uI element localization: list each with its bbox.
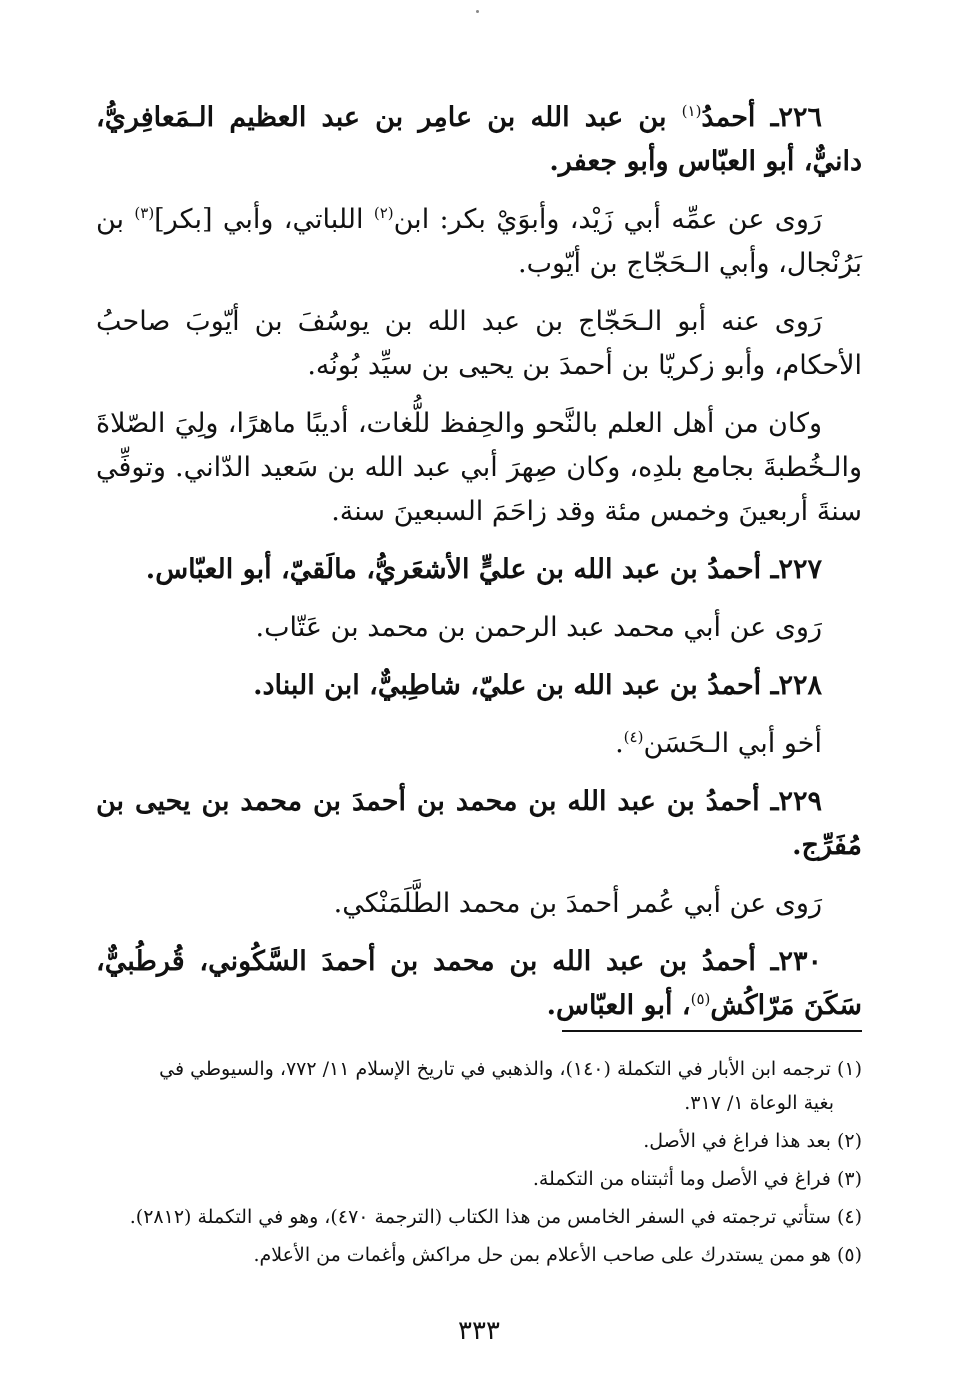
footnote-number: (٤) — [836, 1206, 862, 1228]
footnote-4: (٤) ستأتي ترجمته في السفر الخامس من هذا الكتاب (الترجمة ٤٧٠)، وهو في التكملة (٢٨١٢). — [129, 1206, 862, 1228]
entry-226-biography: وكان من أهل العلم بالنَّحو والحِفظ للُّغات، أديبًا ماهرًا، ولِيَ الصّلاةَ والـخُطبةَ بجامع بلدِه، وكان صِهرَ أبي عبد الله بن سَعيد الدّاني. وتوفِّي سنةَ أربعينَ وخمس مئة وقد زاحَمَ السبعينَ سنة. — [96, 408, 862, 527]
entry-227-header: ٢٢٧ـ أحمدُ بن عبد الله بن عليٍّ الأشعَريُّ، مالَقيّ، أبو العبّاس. — [145, 554, 822, 585]
footnote-2: (٢) بعد هذا فراغ في الأصل. — [643, 1130, 862, 1152]
scan-speck — [476, 10, 479, 13]
footnote-number: (٣) — [836, 1168, 862, 1190]
footnote-ref-5[interactable]: (٥) — [690, 990, 711, 1008]
entry-229-header: ٢٢٩ـ أحمدُ بن عبد الله بن محمد بن أحمدَ بن محمد بن يحيى بن مُفَرِّج. — [96, 786, 862, 861]
footnote-ref-4[interactable]: (٤) — [623, 728, 644, 746]
entry-228-note: أخو أبي الـحَسَن$^{(٤)}$. — [615, 728, 822, 759]
footnote-ref-1[interactable]: (١) — [681, 102, 702, 120]
entry-226-teachers: رَوى عن عمِّه أبي زَيْد، وأبوَيْ بكر: ابن$^{(٢)}$ اللباتي، وأبي [بكر]$^{(٣)}$ بن بَرُنْجال، وأبي الـحَجّاج بن أيّوب. — [96, 204, 862, 279]
footnote-number: (١) — [836, 1058, 862, 1080]
page-number: ٣٣٣ — [458, 1316, 500, 1346]
footnote-5: (٥) هو ممن يستدرك على صاحب الأعلام بمن حل مراكش وأغمات من الأعلام. — [253, 1244, 862, 1266]
footnote-number: (٥) — [836, 1244, 862, 1266]
footnote-ref-3[interactable]: (٣) — [134, 204, 155, 222]
entry-226-students: رَوى عنه أبو الـحَجّاج بن عبد الله بن يوسُفَ بن أيّوبَ صاحبُ الأحكام، وأبو زكريّا بن أحمدَ بن يحيى بن سيِّد بُونُه. — [96, 306, 862, 381]
footnote-1: (١) ترجمه ابن الأبار في التكملة (١٤٠)، والذهبي في تاريخ الإسلام ١١/ ٧٧٢، والسيوطي في بغية الوعاة ١/ ٣١٧. — [159, 1058, 862, 1114]
footnotes — [96, 1052, 862, 1276]
entry-230-header: ٢٣٠ـ أحمدُ بن عبد الله بن محمد بن أحمدَ السَّكُوني، قُرطُبيٌّ، سَكَنَ مَرّاكُش$^{(٥)}$، أبو العبّاس. — [96, 946, 862, 1021]
entry-227-teachers: رَوى عن أبي محمد عبد الرحمن بن محمد بن عَتّاب. — [255, 612, 822, 643]
footnote-number: (٢) — [836, 1130, 862, 1152]
entry-226-header: ٢٢٦ـ أحمدُ$^{(١)}$ بن عبد الله بن عامِر بن عبد العظيم الـمَعافِريُّ، دانيٌّ، أبو العبّاس وأبو جعفر. — [96, 102, 862, 177]
main-text — [96, 96, 862, 1042]
footnote-3: (٣) فراغ في الأصل وما أثبتناه من التكملة. — [532, 1168, 862, 1190]
entry-229-teachers: رَوى عن أبي عُمر أحمدَ بن محمد الطَّلَمَنْكي. — [333, 888, 822, 919]
footnote-separator — [562, 1030, 862, 1032]
entry-228-header: ٢٢٨ـ أحمدُ بن عبد الله بن عليّ، شاطِبيٌّ، ابن البناد. — [253, 670, 822, 701]
footnote-ref-2[interactable]: (٢) — [373, 204, 394, 222]
